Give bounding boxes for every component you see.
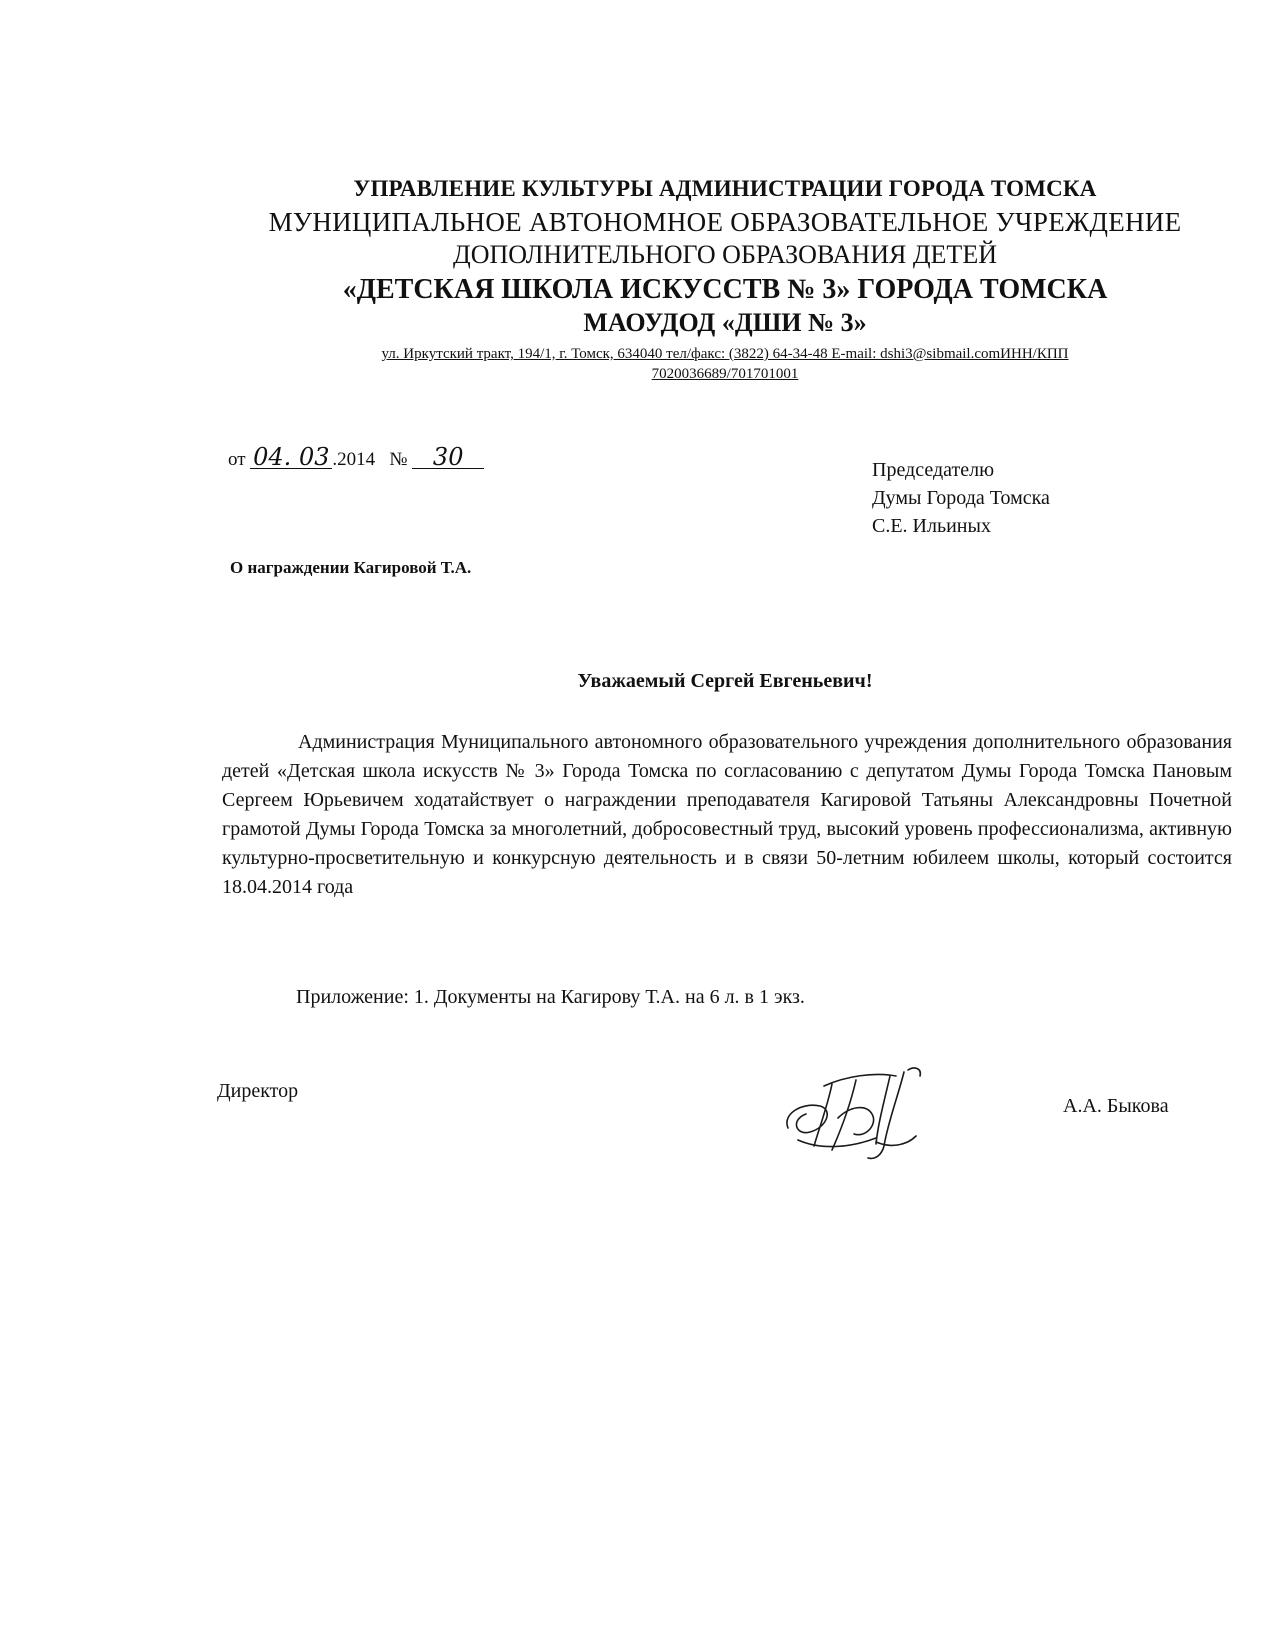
institution-type-heading: МУНИЦИПАЛЬНОЕ АВТОНОМНОЕ ОБРАЗОВАТЕЛЬНОЕ УЧРЕЖДЕНИЕ bbox=[268, 207, 1182, 237]
letter-greeting: Уважаемый Сергей Евгеньевич! bbox=[577, 670, 873, 692]
signatory-name: А.А. Быкова bbox=[1063, 1095, 1169, 1117]
addressee-name: С.Е. Ильиных bbox=[872, 515, 991, 537]
letter-body: Администрация Муниципального автономного образовательного учреждения дополнительного образования детей «Детская школа искусств № 3» Города Томска по согласованию с депутатом Думы Города Томска Пановым Сергеем Юрьевичем ходатайствует о награждении преподавателя Кагировой Татьяны Александровны Почетной грамотой Думы Города Томска за многолетний, добросовестный труд, высокий уровень профессионализма, активную культурно-просветительную и конкурсную деятельность и в связи 50-летним юбилеем школы, который состоится 18.04.2014 года bbox=[222, 731, 1232, 898]
addressee-position: Председателю bbox=[872, 459, 995, 481]
date-prefix: от bbox=[228, 449, 246, 470]
department-heading: УПРАВЛЕНИЕ КУЛЬТУРЫ АДМИНИСТРАЦИИ ГОРОДА ТОМСКА bbox=[353, 176, 1097, 201]
number-label: № bbox=[389, 449, 408, 470]
addressee-block bbox=[872, 456, 1050, 540]
institution-subtype-heading: ДОПОЛНИТЕЛЬНОГО ОБРАЗОВАНИЯ ДЕТЕЙ bbox=[453, 240, 997, 269]
reference-line bbox=[228, 443, 484, 471]
handwritten-date: 04. 03 bbox=[250, 446, 332, 469]
reference-year: .2014 bbox=[332, 449, 376, 470]
signatory-title: Директор bbox=[217, 1080, 299, 1102]
handwritten-signature-icon bbox=[780, 1062, 960, 1162]
letter-subject: О награждении Кагировой Т.А. bbox=[230, 558, 472, 577]
addressee-organization: Думы Города Томска bbox=[872, 487, 1050, 509]
institution-abbreviation: МАОУДОД «ДШИ № 3» bbox=[583, 308, 867, 337]
institution-name-heading: «ДЕТСКАЯ ШКОЛА ИСКУССТВ № 3» ГОРОДА ТОМСКА bbox=[342, 274, 1108, 305]
handwritten-number: 30 bbox=[412, 446, 484, 469]
attachment-note: Приложение: 1. Документы на Кагирову Т.А. на 6 л. в 1 экз. bbox=[296, 986, 805, 1008]
address-line: ул. Иркутский тракт, 194/1, г. Томск, 634040 тел/факс: (3822) 64-34-48 E-mail: dshi3@sibmail.comИНН/КПП bbox=[381, 346, 1069, 362]
tax-id-line: 7020036689/701701001 bbox=[651, 366, 799, 382]
